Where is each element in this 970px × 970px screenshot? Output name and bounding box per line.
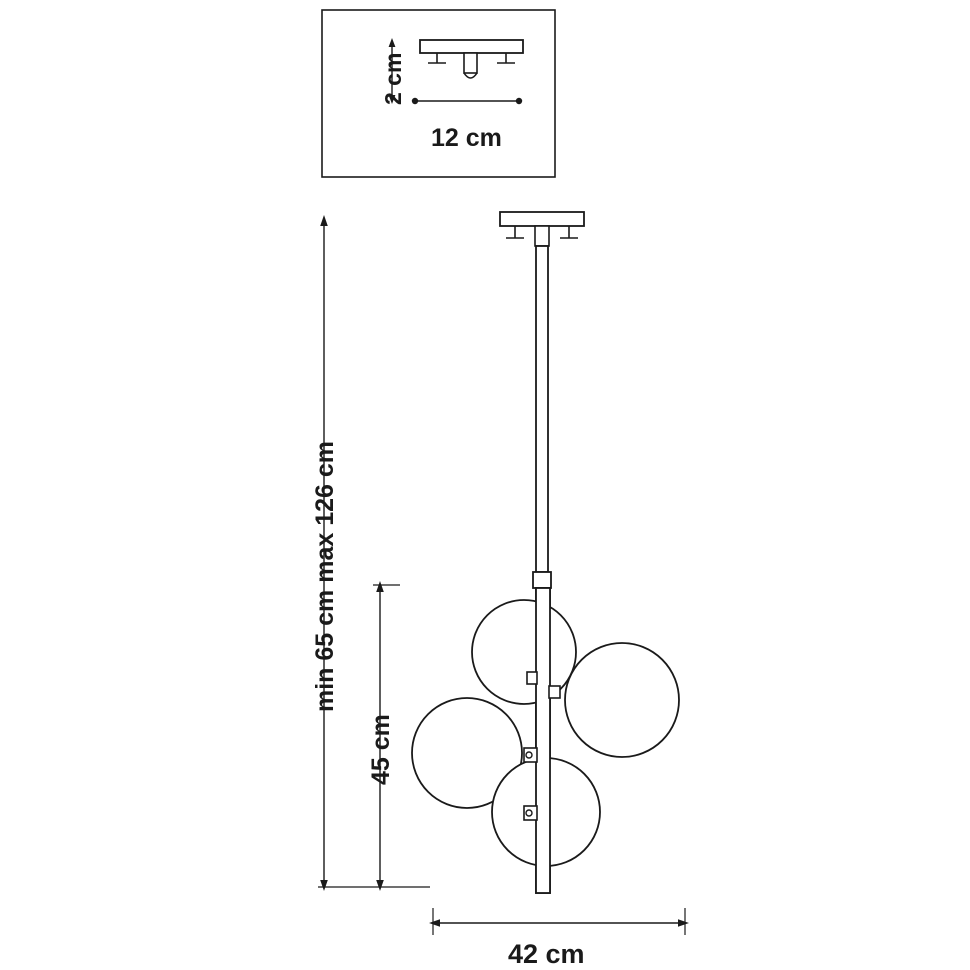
suspension-rod xyxy=(533,246,551,588)
canopy-detail-drawing xyxy=(420,40,523,78)
detail-width-dimension xyxy=(412,98,522,104)
ceiling-canopy xyxy=(500,212,584,246)
globe-right xyxy=(565,643,679,757)
width-dimension xyxy=(429,908,689,935)
total-height-label: min 65 cm max 126 cm xyxy=(311,441,339,712)
fixture-height-label: 45 cm xyxy=(367,714,395,785)
detail-height-label: 2 cm xyxy=(380,52,406,105)
width-label: 42 cm xyxy=(508,939,585,969)
detail-width-label: 12 cm xyxy=(431,124,502,152)
